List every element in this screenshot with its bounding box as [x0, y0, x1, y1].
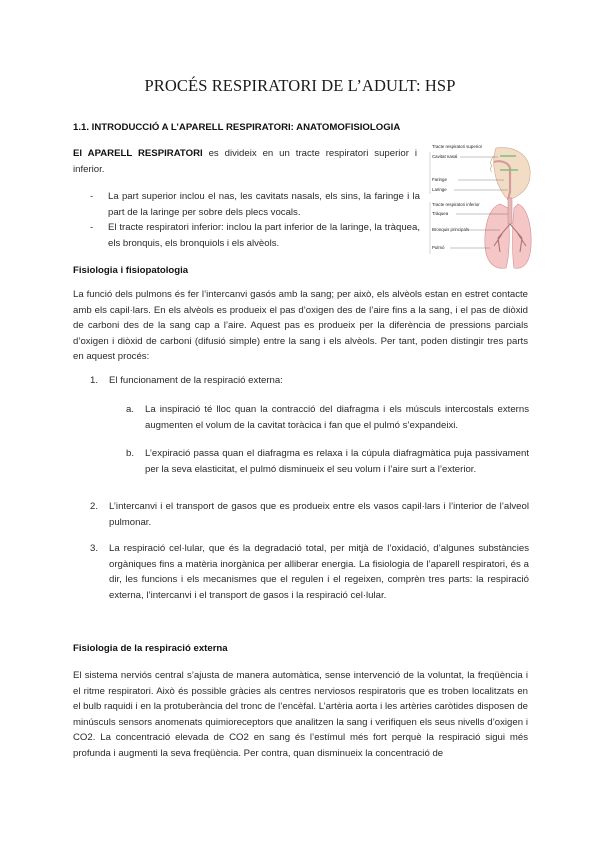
figure-label-trachea: Tràquea [432, 211, 449, 216]
list-item-text: L’intercanvi i el transport de gasos que es produeix entre els vasos capil·lars i l’interior de l’alveol pulmonar. [109, 501, 529, 528]
list-item: - La part superior inclou el nas, les cavitats nasals, els sins, la faringe i la part de la laringe per sobre dels plecs vocals. [90, 189, 420, 220]
list-item-text: La respiració cel·lular, que és la degradació total, per mitjà de l’oxidació, d’algunes substàncies orgàniques fins a matèria inorgànica per alliberar energia. La fisiologia de l’aparell respiratori, és a dir, les funcions i els mecanismes que el regulen i el regeixen, comprèn tres parts: la respiració externa, l’intercanvi i el transport de gasos i la respiració cel·lular. [109, 543, 529, 601]
sublist-item-text: L’expiració passa quan el diafragma es relaxa i la cúpula diafragmàtica puja passivament per la seva elasticitat, el pulmó disminueix el seu volum i l’aire surt a l’exterior. [145, 448, 529, 475]
list-item: - El tracte respiratori inferior: inclou la part inferior de la laringe, la tràquea, els bronquis, els bronquiols i els alvèols. [90, 220, 420, 251]
list-item-text: El funcionament de la respiració externa: [109, 375, 283, 386]
respiratory-tract-list [90, 189, 420, 251]
list-number: 2. [90, 501, 99, 512]
intro-bold-term: El APARELL RESPIRATORI [73, 148, 203, 159]
respiratory-system-figure [428, 142, 532, 272]
page-title: PROCÉS RESPIRATORI DE L’ADULT: HSP [144, 76, 456, 95]
list-number: 3. [90, 543, 99, 554]
physiology-paragraph: La funció dels pulmons és fer l’intercanvi gasós amb la sang; per això, els alvèols estan en estret contacte amb els capil·lars. En els alvèols es produeix el pas d’oxigen des de l’aire fins a la sang, i el pas de diòxid de carboni des de la sang cap a l’aire. Aquest pas es produeix per la diferència de pressions parcials d’oxigen i diòxid de carboni (difusió simple) entre la sang i els alvèols. Per tant, poden distingir tres parts en aquest procés: [73, 289, 528, 362]
figure-label-lung: Pulmó [432, 245, 445, 250]
trachea-shape [508, 198, 512, 224]
section-heading-physiology: Fisiologia i fisiopatologia [73, 265, 189, 276]
figure-label-larynx: Laringe [432, 187, 447, 192]
external-respiration-paragraph: El sistema nerviós central s’ajusta de manera automàtica, sense intervenció de la voluntat, la freqüència i el ritme respiratori. Això és possible gràcies als centres nerviosos respiratoris que es troben localitzats en el bulb raquidi i en la protuberància del tronc de l’encèfal. L’artèria aorta i les artèries caròtides disposen de minúsculs sensors anomenats quimioreceptors que analitzen la sang i verifiquen els seus nivells d’oxigen i CO2. La concentració elevada de CO2 en sang és l’estímul més fort perquè la respiració sigui més profunda i augmenti la seva freqüència. Per contra, quan disminueix la concentració de [73, 670, 528, 759]
figure-label-bronchi: Bronquis principals [432, 227, 470, 232]
figure-label-pharynx: Faringe [432, 177, 447, 182]
sublist-letter: b. [126, 448, 135, 459]
intro-paragraph [73, 146, 417, 177]
intro-text: es divideix en un tracte respiratori superior i inferior. [73, 148, 418, 175]
section-heading-intro: 1.1. INTRODUCCIÓ A L’APARELL RESPIRATORI: ANATOMOFISIOLOGIA [73, 122, 401, 133]
figure-label-nasal-cavity: Cavitat nasal [432, 154, 458, 159]
figure-label-lower-tract: Tracte respiratori inferior [432, 202, 480, 207]
sublist-item-text: La inspiració té lloc quan la contracció del diafragma i els músculs intercostals externs augmenten el volum de la cavitat toràcica i fan que el pulmó s’expandeixi. [145, 404, 529, 431]
figure-label-upper-tract: Tracte respiratori superior [432, 144, 483, 149]
list-number: 1. [90, 375, 99, 386]
section-heading-external-respiration: Fisiologia de la respiració externa [73, 643, 228, 654]
sublist-letter: a. [126, 404, 135, 415]
